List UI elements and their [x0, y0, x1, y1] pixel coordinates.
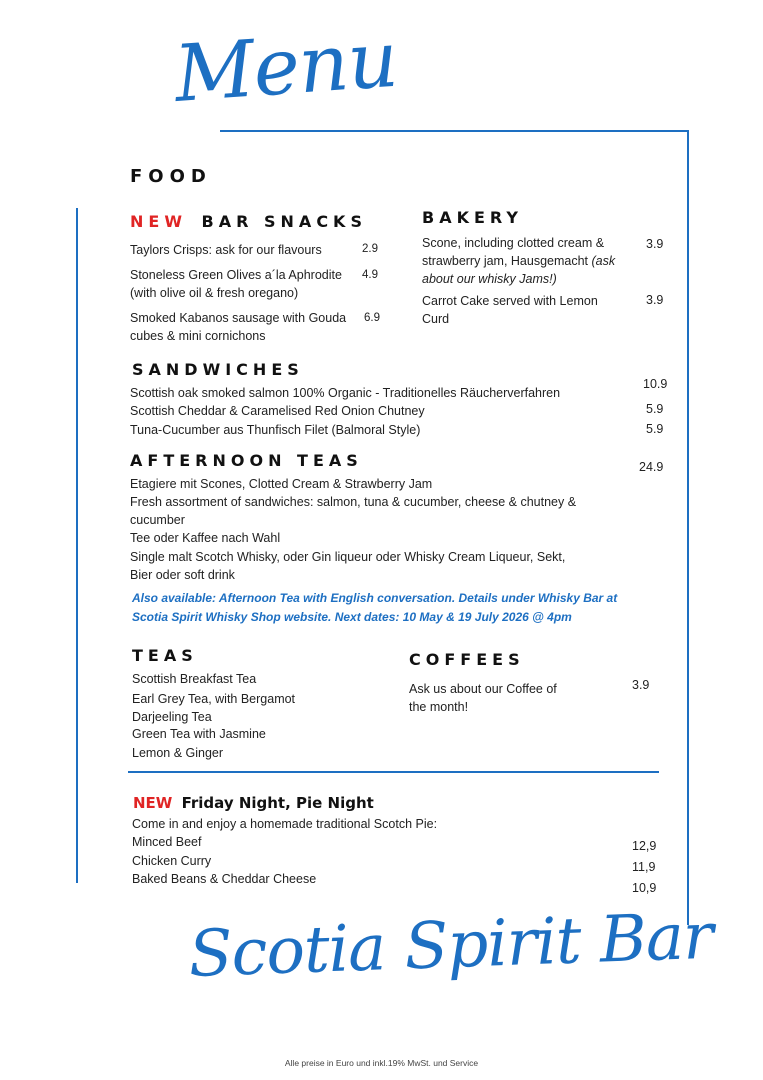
new-label: NEW — [133, 794, 173, 812]
pie-night-intro: Come in and enjoy a homemade traditional Scotch Pie: — [132, 817, 438, 831]
menu-item: Minced Beef — [132, 835, 202, 849]
menu-item-price: 2.9 — [362, 243, 378, 255]
food-heading: FOOD — [130, 166, 212, 187]
frame-left-rule — [76, 208, 78, 883]
list-item: Earl Grey Tea, with Bergamot — [132, 692, 296, 706]
menu-item-line: Tee oder Kaffee nach Wahl — [130, 531, 281, 545]
menu-item: Scottish Cheddar & Caramelised Red Onion Chutney — [130, 404, 425, 418]
menu-item-price: 5.9 — [646, 422, 664, 436]
menu-item: Baked Beans & Cheddar Cheese — [132, 872, 317, 886]
menu-item: Smoked Kabanos sausage with Gouda cubes & mini cornichons — [130, 311, 347, 343]
menu-item-price: 6.9 — [364, 312, 380, 324]
menu-item: Chicken Curry — [132, 854, 212, 868]
menu-item — [422, 234, 630, 288]
list-item: Scottish Breakfast Tea — [132, 672, 257, 686]
menu-item-name: Scone, including clotted cream & strawberry jam, Hausgemacht — [422, 236, 605, 268]
new-label: NEW — [130, 212, 187, 231]
brand-logo: Scotia Spirit Bar — [187, 899, 714, 992]
teas-heading: TEAS — [132, 646, 198, 665]
menu-item-note: (ask about our whisky Jams!) — [422, 254, 616, 286]
menu-item: Scottish oak smoked salmon 100% Organic - Traditionelles Räucherverfahren — [130, 386, 561, 400]
coffees-price: 3.9 — [632, 678, 650, 692]
coffees-heading: COFFEES — [409, 650, 525, 669]
menu-item-price: 5.9 — [646, 402, 664, 416]
menu-title: Menu — [171, 14, 400, 121]
menu-item: Tuna-Cucumber aus Thunfisch Filet (Balmoral Style) — [130, 423, 421, 437]
pie-night-title: Friday Night, Pie Night — [181, 794, 374, 812]
menu-item: Carrot Cake served with Lemon Curd — [422, 294, 598, 326]
menu-item: Taylors Crisps: ask for our flavours — [130, 243, 322, 257]
menu-item-price: 4.9 — [362, 269, 378, 281]
bakery-heading: BAKERY — [422, 208, 523, 227]
list-item: Lemon & Ginger — [132, 746, 224, 760]
coffees-text: Ask us about our Coffee of the month! — [409, 682, 557, 714]
list-item: Darjeeling Tea — [132, 710, 212, 724]
list-item: Green Tea with Jasmine — [132, 727, 266, 741]
afternoon-teas-note: Also available: Afternoon Tea with English conversation. Details under Whisky Bar at Scotia Spirit Whisky Shop website. Next dates: 10 May & 19 July 2026 @ 4pm — [132, 591, 618, 624]
afternoon-teas-heading: AFTERNOON TEAS — [130, 451, 363, 470]
sandwiches-heading: SANDWICHES — [132, 360, 304, 379]
menu-item-line: Etagiere mit Scones, Clotted Cream & Strawberry Jam — [130, 477, 433, 491]
menu-item-price: 12,9 — [632, 839, 657, 853]
menu-item-price: 10.9 — [643, 377, 668, 391]
menu-item-price: 3.9 — [646, 293, 664, 307]
pie-night-heading — [133, 794, 374, 812]
frame-right-rule — [687, 130, 689, 925]
section-divider-rule — [128, 771, 659, 773]
menu-item-line: Single malt Scotch Whisky, oder Gin liqueur oder Whisky Cream Liqueur, Sekt, Bier oder soft drink — [130, 550, 566, 582]
menu-item: Stoneless Green Olives a´la Aphrodite (with olive oil & fresh oregano) — [130, 268, 342, 300]
afternoon-teas-price: 24.9 — [639, 460, 664, 474]
menu-item-price: 3.9 — [646, 237, 664, 251]
menu-item-price: 10,9 — [632, 881, 657, 895]
bar-snacks-title: BAR SNACKS — [201, 212, 367, 231]
menu-item-price: 11,9 — [632, 860, 656, 874]
footer-note: Alle preise in Euro und inkl.19% MwSt. und Service — [284, 1058, 479, 1068]
bar-snacks-heading — [130, 212, 367, 231]
frame-top-rule — [220, 130, 689, 132]
menu-item-line: Fresh assortment of sandwiches: salmon, tuna & cucumber, cheese & chutney & cucumber — [130, 495, 577, 527]
